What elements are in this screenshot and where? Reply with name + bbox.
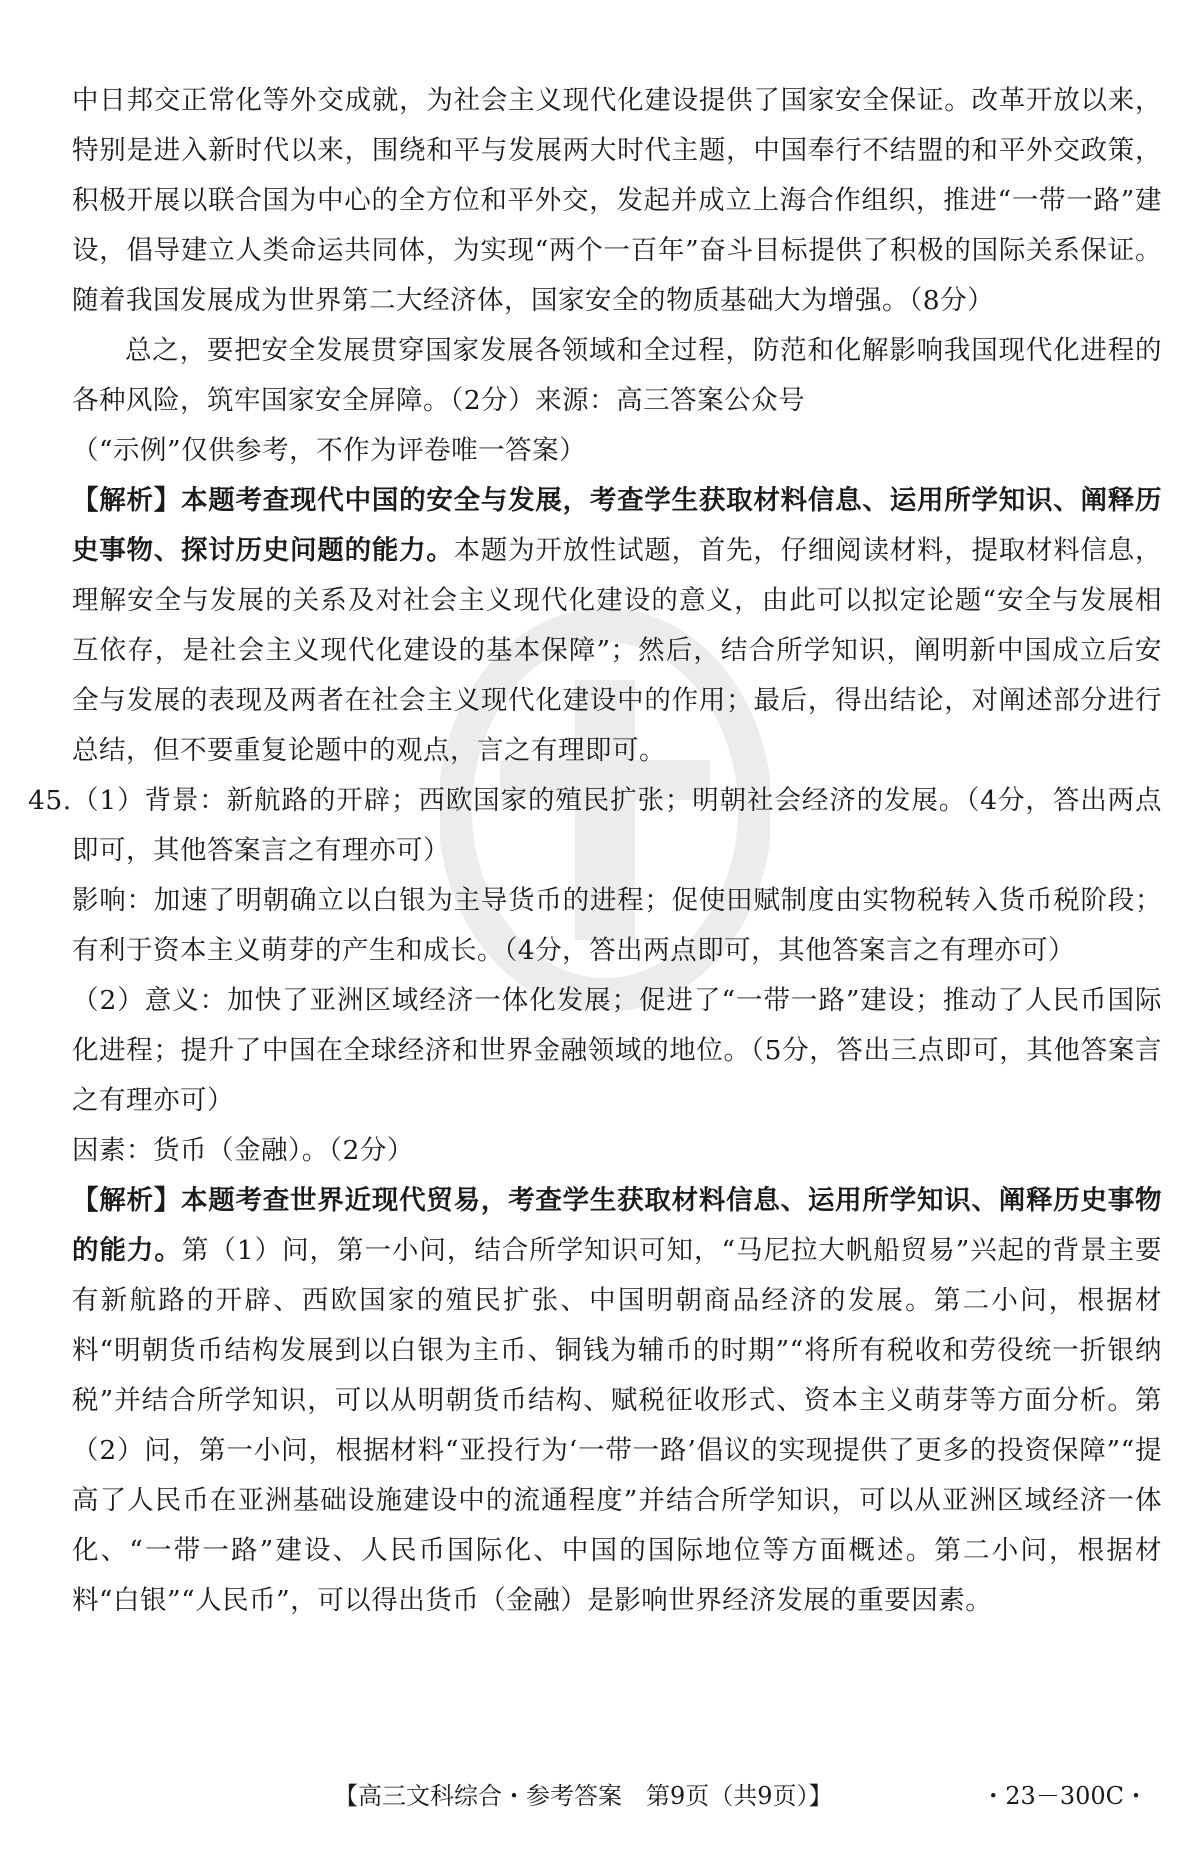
q45-background [28, 776, 1162, 876]
summary-text: 总之，要把安全发展贯穿国家发展各领域和全过程，防范和化解影响我国现代化进程的各种风险，筑牢国家安全屏障。（2分） [72, 335, 1162, 416]
page-footer [0, 1776, 1200, 1816]
answer-paragraph-1: 中日邦交正常化等外交成就，为社会主义现代化建设提供了国家安全保证。改革开放以来，特别是进入新时代以来，围绕和平与发展两大时代主题，中国奉行不结盟的和平外交政策，积极开展以联合国为中心的全方位和平外交，发起并成立上海合作组织，推进“一带一路”建设，倡导建立人类命运共同体，为实现“两个一百年”奋斗目标提供了积极的国际关系保证。随着我国发展成为世界第二大经济体，国家安全的物质基础大为增强。（8分） [72, 85, 1162, 316]
q45-influence: 影响：加速了明朝确立以白银为主导货币的进程；促使田赋制度由实物税转入货币税阶段；有利于资本主义萌芽的产生和成长。（4分，答出两点即可，其他答案言之有理亦可） [72, 885, 1162, 966]
source-note: 来源：高三答案公众号 [535, 385, 806, 416]
analysis-body-45: 第（1）问，第一小问，结合所学知识可知，“马尼拉大帆船贸易”兴起的背景主要有新航路的开辟、西欧国家的殖民扩张、中国明朝商品经济的发展。第二小问，根据材料“明朝货币结构发展到以白银为主币、铜钱为辅币的时期”“将所有税收和劳役统一折银纳税”并结合所学知识，可以从明朝货币结构、赋税征收形式、资本主义萌芽等方面分析。第（2）问，第一小问，根据材料“亚投行为‘一带一路’倡议的实现提供了更多的投资保障”“提高了人民币在亚洲基础设施建设中的流通程度”并结合所学知识，可以从亚洲区域经济一体化、“一带一路”建设、人民币国际化、中国的国际地位等方面概述。第二小问，根据材料“白银”“人民币”，可以得出货币（金融）是影响世界经济发展的重要因素。 [72, 1235, 1162, 1616]
analysis-paragraph-44 [72, 476, 1162, 776]
analysis-heading-44: 【解析】本题考查现代中国的安全与发展，考查学生获取材料信息、运用所学知识、阐释历史事物、探讨历史问题的能力。 [72, 485, 1162, 566]
q45-factor: 因素：货币（金融）。（2分） [72, 1135, 414, 1166]
analysis-heading-45: 【解析】本题考查世界近现代贸易，考查学生获取材料信息、运用所学知识、阐释历史事物的能力。 [72, 1185, 1162, 1266]
answer-content [28, 76, 1163, 1626]
footer-exam-code: ・23－300C・ [981, 1782, 1148, 1810]
question-number-45: 45. [28, 785, 72, 816]
q45-significance: （2）意义：加快了亚洲区域经济一体化发展；促进了“一带一路”建设；推动了人民币国际化进程；提升了中国在全球经济和世界金融领域的地位。（5分，答出三点即可，其他答案言之有理亦可） [72, 985, 1162, 1116]
answer-paragraph-2 [72, 326, 1162, 426]
footer-page-info: 【高三文科综合・参考答案 第9页（共9页）】 [334, 1782, 833, 1810]
q45-background-text: （1）背景：新航路的开辟；西欧国家的殖民扩张；明朝社会经济的发展。（4分，答出两点即可，其他答案言之有理亦可） [72, 785, 1162, 866]
analysis-paragraph-45 [72, 1176, 1162, 1626]
example-note: （“示例”仅供参考，不作为评卷唯一答案） [72, 435, 587, 466]
analysis-body-44: 本题为开放性试题，首先，仔细阅读材料，提取材料信息，理解安全与发展的关系及对社会主义现代化建设的意义，由此可以拟定论题“安全与发展相互依存，是社会主义现代化建设的基本保障”；然后，结合所学知识，阐明新中国成立后安全与发展的表现及两者在社会主义现代化建设中的作用；最后，得出结论，对阐述部分进行总结，但不要重复论题中的观点，言之有理即可。 [72, 535, 1163, 766]
